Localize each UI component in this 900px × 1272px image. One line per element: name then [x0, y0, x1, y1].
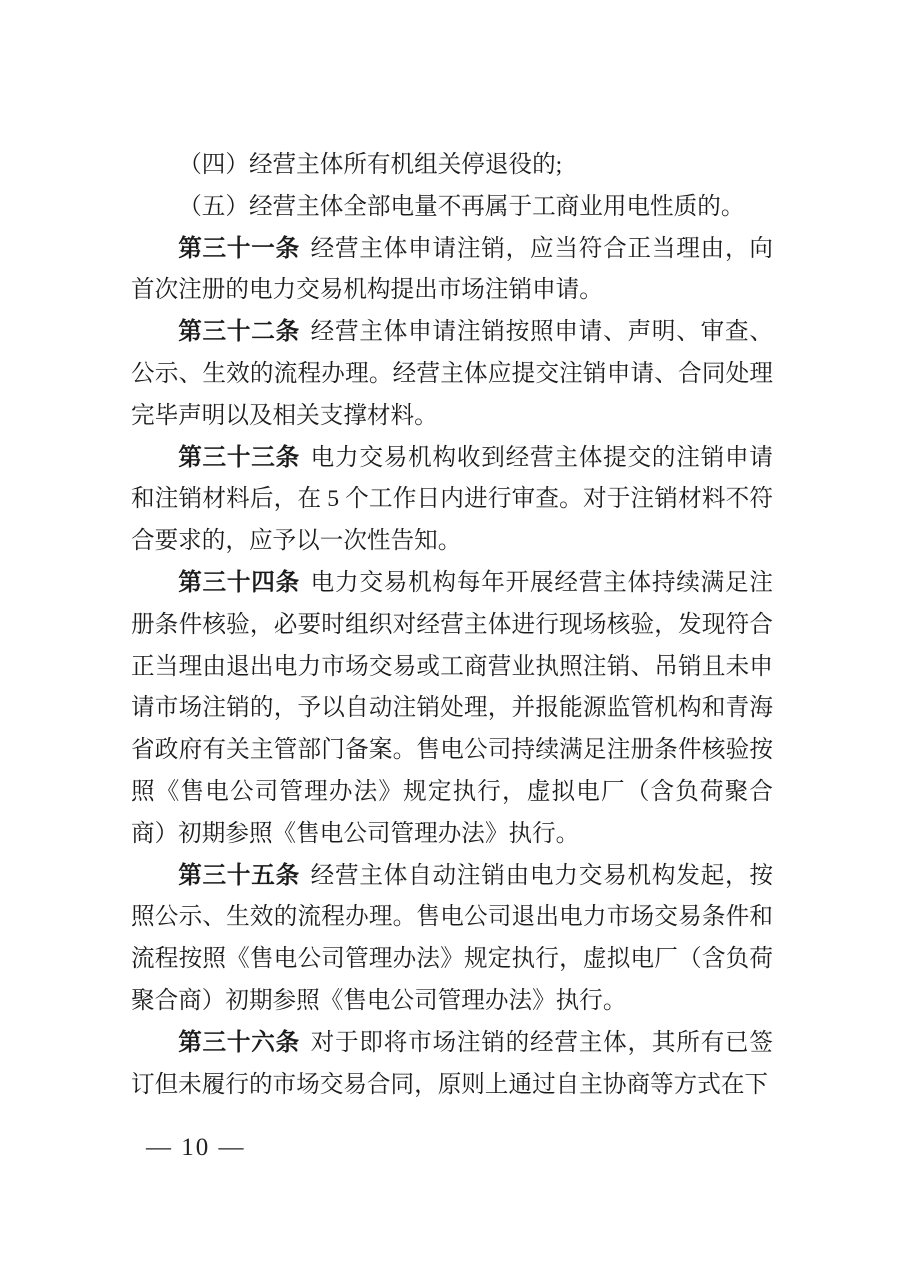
clause-text: （四）经营主体所有机组关停退役的; [178, 152, 563, 178]
article-32-text: 经营主体申请注销按照申请、声明、审查、公示、生效的流程办理。经营主体应提交注销申请、合同处理完毕声明以及相关支撑材料。 [131, 319, 774, 429]
page-number: — 10 — [146, 1134, 246, 1161]
article-34-text: 电力交易机构每年开展经营主体持续满足注册条件核验，必要时组织对经营主体进行现场核验，发现符合正当理由退出电力市场交易或工商营业执照注销、吊销且未申请市场注销的，予以自动注销处理，并报能源监管机构和青海省政府有关主管部门备案。售电公司持续满足注册条件核验按照《售电公司管理办法》规定执行，虚拟电厂（含负荷聚合商）初期参照《售电公司管理办法》执行。 [131, 569, 774, 847]
article-35-paragraph [131, 856, 773, 1023]
clause-item-5 [131, 187, 773, 229]
clause-item-4 [131, 145, 773, 187]
article-33-number: 第三十三条 [178, 444, 301, 471]
article-31-number: 第三十一条 [178, 235, 301, 262]
article-35-text: 经营主体自动注销由电力交易机构发起，按照公示、生效的流程办理。售电公司退出电力市场交易条件和流程按照《售电公司管理办法》规定执行，虚拟电厂（含负荷聚合商）初期参照《售电公司管理办法》执行。 [131, 862, 774, 1014]
article-35-number: 第三十五条 [178, 862, 301, 889]
article-36-paragraph [131, 1023, 773, 1107]
article-32-paragraph [131, 312, 773, 437]
document-body-text [131, 145, 773, 1106]
article-33-text: 电力交易机构收到经营主体提交的注销申请和注销材料后，在 5 个工作日内进行审查。对于注销材料不符合要求的，应予以一次性告知。 [131, 444, 774, 555]
article-33-paragraph [131, 438, 773, 563]
article-36-text: 对于即将市场注销的经营主体，其所有已签订但未履行的市场交易合同，原则上通过自主协商等方式在下 [131, 1029, 774, 1098]
article-31-paragraph [131, 229, 773, 313]
article-34-paragraph [131, 563, 773, 856]
article-31-text: 经营主体申请注销，应当符合正当理由，向首次注册的电力交易机构提出市场注销申请。 [131, 235, 774, 304]
article-34-number: 第三十四条 [178, 569, 301, 596]
article-36-number: 第三十六条 [178, 1029, 301, 1056]
clause-text: （五）经营主体全部电量不再属于工商业用电性质的。 [178, 193, 745, 220]
article-32-number: 第三十二条 [178, 319, 301, 346]
